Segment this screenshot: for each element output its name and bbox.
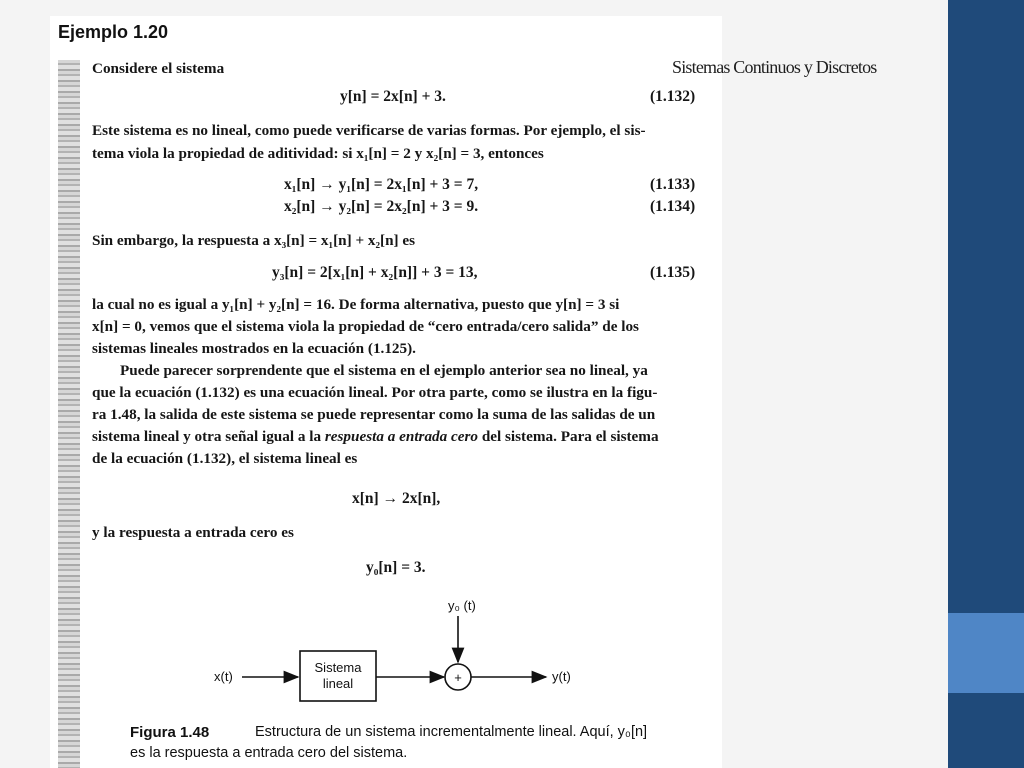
paragraph-3-line-3: sistemas lineales mostrados en la ecuación (1.125). [92, 340, 416, 357]
figure-caption-line-1: Estructura de un sistema incrementalmente lineal. Aquí, y₀[n] [255, 724, 648, 740]
paragraph-4-line-4-b: del sistema. Para el sistema [478, 428, 659, 445]
paragraph-1-line-1: Este sistema es no lineal, como puede verificarse de varias formas. Por ejemplo, el sis- [92, 122, 646, 139]
equation-zero-input: y₀[n] = 3. [366, 559, 426, 576]
equation-number-1-133: (1.133) [650, 176, 696, 193]
input-label: x(t) [214, 669, 233, 684]
page-binding-edge [58, 60, 80, 768]
equation-1-135: y₃[n] = 2[x₁[n] + x₂[n]] + 3 = 13, [272, 264, 478, 281]
equation-number-1-134: (1.134) [650, 198, 696, 215]
paragraph-4-line-2: que la ecuación (1.132) es una ecuación lineal. Por otra parte, como se ilustra en la figu- [92, 384, 658, 401]
equation-number-1-132: (1.132) [650, 88, 696, 105]
top-input-label: y₀ (t) [448, 598, 476, 613]
paragraph-4-line-1: Puede parecer sorprendente que el sistema en el ejemplo anterior sea no lineal, ya [120, 362, 648, 379]
paragraph-5: y la respuesta a entrada cero es [92, 524, 294, 541]
block-label-line-2: lineal [322, 676, 354, 691]
figure-label: Figura 1.48 [130, 724, 210, 741]
block-diagram [200, 576, 600, 716]
paragraph-4-line-4-a: sistema lineal y otra señal igual a la [92, 428, 325, 445]
equation-1-132: y[n] = 2x[n] + 3. [340, 88, 446, 105]
equation-1-133: x₁[n] → y₁[n] = 2x₁[n] + 3 = 7, [284, 176, 479, 193]
paragraph-3-line-2: x[n] = 0, vemos que el sistema viola la propiedad de “cero entrada/cero salida” de los [92, 318, 639, 335]
sidebar-accent-block [948, 613, 1024, 693]
emphasis-zero-input-response: respuesta a entrada cero [324, 428, 479, 445]
block-label-line-1: Sistema [314, 660, 362, 675]
scanned-page [50, 16, 722, 768]
paragraph-3-line-1: la cual no es igual a y₁[n] + y₂[n] = 16. De forma alternativa, puesto que y[n] = 3 si [92, 296, 620, 313]
equation-number-1-135: (1.135) [650, 264, 696, 281]
output-label: y(t) [552, 669, 571, 684]
example-title: Ejemplo 1.20 [58, 22, 169, 42]
intro-text: Considere el sistema [92, 60, 225, 77]
paragraph-2: Sin embargo, la respuesta a x₃[n] = x₁[n] + x₂[n] es [92, 232, 416, 249]
paragraph-4-line-3: ra 1.48, la salida de este sistema se puede representar como la suma de las salidas de un [92, 406, 656, 423]
equation-linear-system: x[n] → 2x[n], [352, 490, 441, 507]
figure-caption-line-2: es la respuesta a entrada cero del sistema. [130, 745, 408, 761]
paragraph-4-line-5: de la ecuación (1.132), el sistema lineal es [92, 450, 358, 467]
paragraph-1-line-2: tema viola la propiedad de aditividad: si x₁[n] = 2 y x₂[n] = 3, entonces [92, 145, 544, 162]
paragraph-4-line-4 [92, 428, 659, 446]
slide-header-title: Sistemas Continuos y Discretos [672, 57, 877, 77]
equation-1-134: x₂[n] → y₂[n] = 2x₂[n] + 3 = 9. [284, 198, 479, 215]
adder-symbol: + [454, 670, 462, 685]
